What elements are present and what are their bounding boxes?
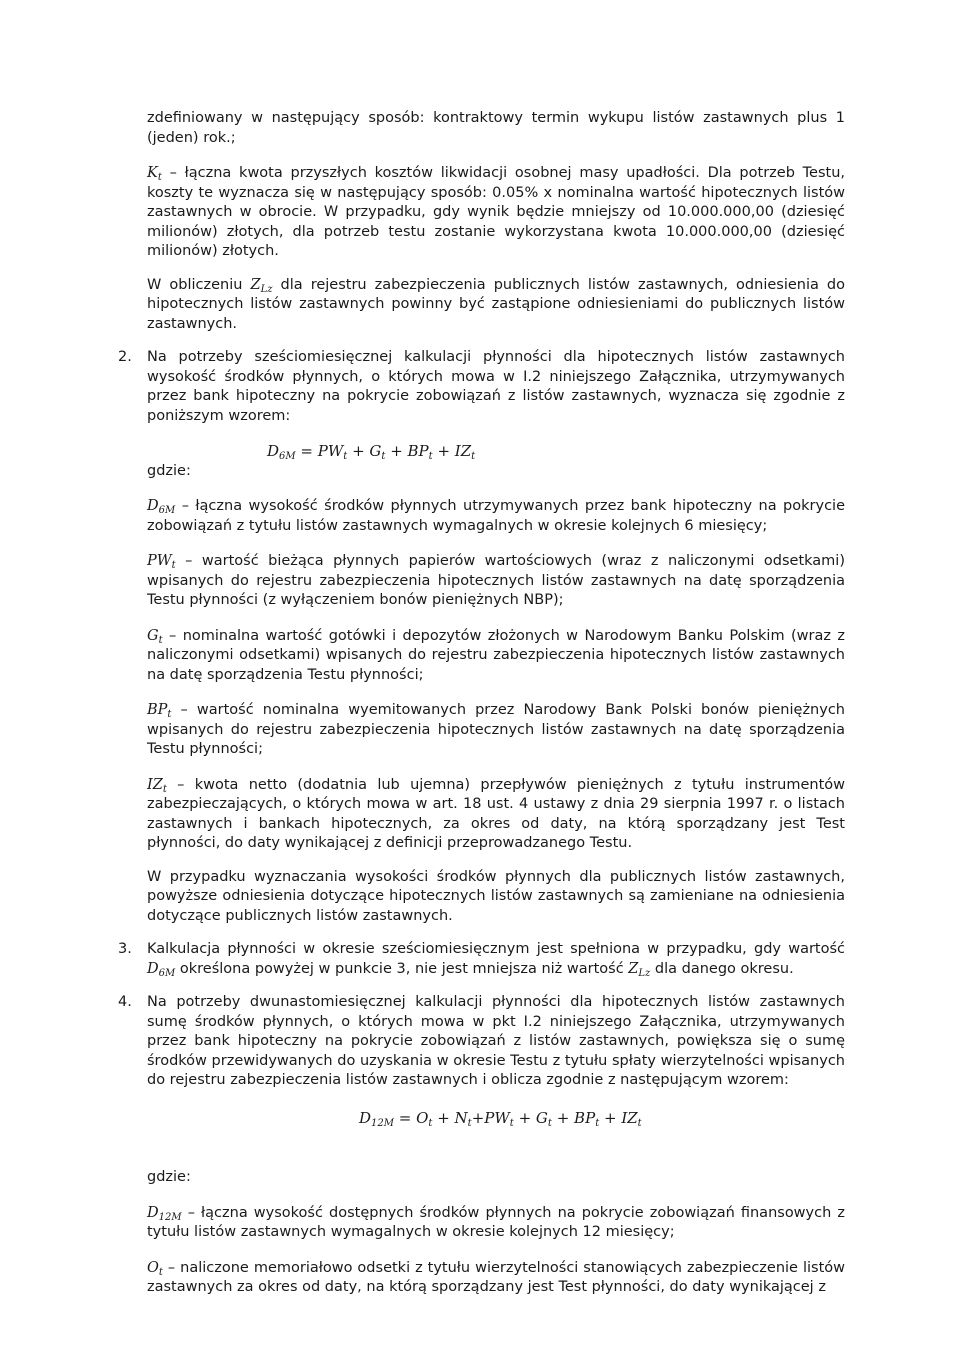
definition-text: – łączna wysokość środków płynnych utrzymywanych przez bank hipoteczny na pokrycie zobowiązań z tytułu listów zastawnych wymagalnych w okresie kolejnych 6 miesięcy; xyxy=(147,498,845,534)
kt-text: – łączna kwota przyszłych kosztów likwidacji osobnej masy upadłości. Dla potrzeb Testu, koszty te wyznacza się w następujący sposób: 0.05% x nominalna wartość hipotecznych listów zastawnych w obrocie. W przypadku, gdy wynik będzie mniejszy od 10.000.000,00 (dziesięć milionów) złotych, dla potrzeb testu zostanie wykorzystana kwota 10.000.000,00 (dziesięć milionów) złotych. xyxy=(147,165,845,259)
item-3-text: Kalkulacja płynności w okresie sześciomiesięcznym jest spełniona w przypadku, gdy wartość $D_{6M}$ określona powyżej w punkcie 3, nie jest mniejsza niż wartość $Z_{Lz}$ dla danego okresu. xyxy=(147,941,845,979)
definitions-list-2 xyxy=(147,1204,845,1298)
kt-definition xyxy=(147,164,845,262)
definition-item xyxy=(147,776,845,854)
zlz-symbol-2: $Z_{Lz}$ xyxy=(628,960,651,979)
document-page xyxy=(118,109,845,1298)
item-4-text: Na potrzeby dwunastomiesięcznej kalkulacji płynności dla hipotecznych listów zastawnych sumę środków płynnych, o których mowa w pkt I.2 niniejszego Załącznika, utrzymywanych przez bank hipoteczny na pokrycie zobowiązań z listów zastawnych, powiększa się o sumę środków przewidywanych do uzyskania w okresie Testu z tytułu spłaty wierzytelności wpisanych do rejestru zabezpieczenia listów zastawnych i oblicza zgodnie z następującym wzorem: xyxy=(147,994,845,1088)
gdzie-label-2: gdzie: xyxy=(147,1169,191,1185)
definition-text: – nominalna wartość gotówki i depozytów złożonych w Narodowym Banku Polskim (wraz z naliczonymi odsetkami) wpisanych do rejestru zabezpieczenia hipotecznych listów zastawnych na datę sporządzenia Testu płynności; xyxy=(147,627,845,683)
definition-symbol: $O_t$ xyxy=(147,1259,163,1278)
definition-symbol: $IZ_t$ xyxy=(147,776,167,795)
item-4-number: 4. xyxy=(118,994,132,1010)
item-3-number: 3. xyxy=(118,941,132,957)
zlz-pre: W obliczeniu xyxy=(147,276,251,293)
zlz-symbol: $Z_{Lz}$ xyxy=(250,276,273,295)
kt-symbol: $K_t$ xyxy=(147,165,162,183)
definition-item xyxy=(147,1204,845,1243)
intro-paragraph: zdefiniowany w następujący sposób: kontraktowy termin wykupu listów zastawnych plus 1 (jeden) rok.; xyxy=(147,110,845,146)
definition-item xyxy=(147,1259,845,1298)
definition-symbol: $D_{12M}$ xyxy=(147,1204,182,1223)
definition-text: – wartość bieżąca płynnych papierów wartościowych (wraz z naliczonymi odsetkami) wpisanych do rejestru zabezpieczenia hipotecznych listów zastawnych na datę sporządzenia Testu płynności (z wyłączeniem bonów pieniężnych NBP); xyxy=(147,553,845,608)
zlz-post: dla rejestru zabezpieczenia publicznych listów zastawnych, odniesienia do hipotecznych listów zastawnych powinny być zastąpione odniesieniami do publicznych listów zastawnych. xyxy=(147,276,845,332)
definition-symbol: $D_{6M}$ xyxy=(147,498,176,516)
definition-text: – naliczone memoriałowo odsetki z tytułu wierzytelności stanowiących zabezpieczenie listów zastawnych za okres od daty, na którą sporządzany jest Test płynności, do daty wynikającej z xyxy=(147,1259,845,1295)
definition-text: – łączna wysokość dostępnych środków płynnych na pokrycie zobowiązań finansowych z tytułu listów zastawnych wymagalnych w okresie kolejnych 12 miesięcy; xyxy=(147,1204,845,1240)
formula-d12m: $D_{12M} = O_t + N_t+PW_t + G_t + BP_t + IZ_t$ xyxy=(359,1108,642,1129)
definition-symbol: $PW_t$ xyxy=(147,553,176,571)
definition-text: – wartość nominalna wyemitowanych przez Narodowy Bank Polski bonów pieniężnych wpisanych do rejestru zabezpieczenia hipotecznych listów zastawnych na datę sporządzenia Testu płynności; xyxy=(147,702,845,757)
item-2-text: Na potrzeby sześciomiesięcznej kalkulacji płynności dla hipotecznych listów zastawnych wysokość środków płynnych, o których mowa w I.2 niniejszego Załącznika, utrzymywanych przez bank hipoteczny na pokrycie zobowiązań z listów zastawnych, wyznacza się zgodnie z poniższym wzorem: xyxy=(147,349,845,424)
definitions-list-1 xyxy=(147,497,845,854)
definition-item xyxy=(147,627,845,686)
item-2-number: 2. xyxy=(118,349,132,365)
definition-item xyxy=(147,497,845,536)
item-4 xyxy=(118,993,845,1091)
definition-text: – kwota netto (dodatnia lub ujemna) przepływów pieniężnych z tytułu instrumentów zabezpieczających, o których mowa w art. 18 ust. 4 ustawy z dnia 29 sierpnia 1997 r. o listach zastawnych i bankach hipotecznych, za okres od daty, na którą sporządzany jest Test płynności, do daty wynikającej z definicji przeprowadzanego Testu. xyxy=(147,776,845,851)
definition-symbol: $BP_t$ xyxy=(147,702,172,720)
formula-d6m: $D_{6M} = PW_t + G_t + BP_t + IZ_t$ xyxy=(267,442,476,462)
public-paragraph: W przypadku wyznaczania wysokości środków płynnych dla publicznych listów zastawnych, powyższe odniesienia dotyczące hipotecznych listów zastawnych są zamieniane na odniesienia dotyczące publicznych listów zastawnych. xyxy=(147,868,845,924)
zlz-paragraph xyxy=(147,276,845,335)
item-2 xyxy=(118,348,845,426)
item-3 xyxy=(118,940,845,979)
definition-item xyxy=(147,701,845,760)
gdzie-label-1: gdzie: xyxy=(147,462,191,479)
definition-item xyxy=(147,552,845,611)
d6m-symbol: $D_{6M}$ xyxy=(147,960,176,979)
definition-symbol: $G_t$ xyxy=(147,627,163,646)
